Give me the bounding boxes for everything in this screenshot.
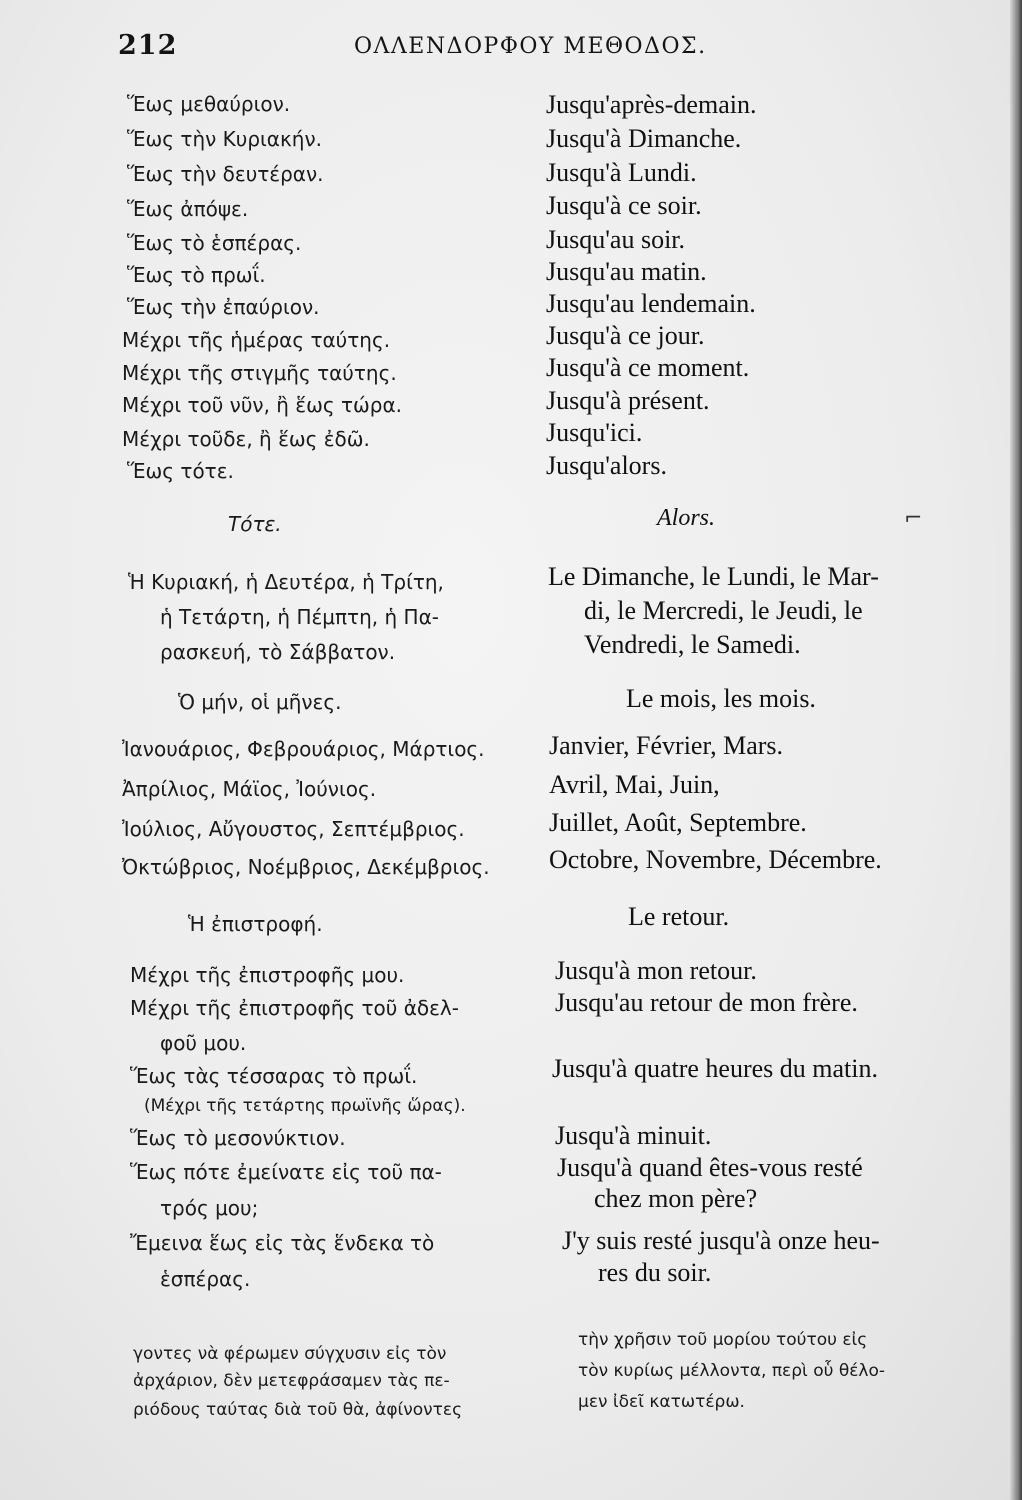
- french-line: Jusqu'à quatre heures du matin.: [552, 1054, 878, 1083]
- french-line: res du soir.: [598, 1258, 712, 1287]
- running-head: [0, 30, 1000, 70]
- french-line: Le Dimanche, le Lundi, le Mar-: [548, 562, 879, 591]
- footnote-line: ριόδους ταύτας διὰ τοῦ θὰ, ἀφίνοντες: [133, 1400, 463, 1420]
- french-line: Jusqu'à ce jour.: [546, 321, 705, 350]
- french-line: Jusqu'à Dimanche.: [546, 124, 742, 153]
- greek-line: Μέχρι τῆς στιγμῆς ταύτης.: [122, 361, 397, 385]
- greek-line: Μέχρι τῆς ἐπιστροφῆς μου.: [130, 963, 405, 987]
- greek-line: ἡ Τετάρτη, ἡ Πέμπτη, ἡ Πα-: [160, 605, 439, 629]
- french-line: Jusqu'ici.: [546, 418, 643, 447]
- pencil-mark: ⌐: [904, 506, 923, 531]
- greek-line: ἑσπέρας.: [160, 1267, 251, 1291]
- page-edge-shadow: [1010, 0, 1022, 1500]
- footnote-line: τὴν χρῆσιν τοῦ μορίου τούτου εἰς: [578, 1330, 868, 1350]
- greek-line: Ἕως τὴν ἐπαύριον.: [127, 295, 320, 319]
- return-heading-greek: Ἡ ἐπιστροφή.: [188, 912, 323, 936]
- french-line: Jusqu'au matin.: [546, 257, 707, 286]
- french-line: Jusqu'à mon retour.: [555, 956, 757, 985]
- greek-line: Ἔμεινα ἕως εἰς τὰς ἕνδεκα τὸ: [130, 1231, 435, 1255]
- greek-line: Μέχρι τοῦδε, ἢ ἕως ἐδῶ.: [122, 427, 370, 451]
- greek-line: Ὀκτώβριος, Νοέμβριος, Δεκέμβριος.: [122, 855, 490, 879]
- footnote-line: τὸν κυρίως μέλλοντα, περὶ οὗ θέλο-: [578, 1361, 886, 1381]
- french-line: Jusqu'à ce moment.: [546, 353, 750, 382]
- french-line: Jusqu'au retour de mon frère.: [555, 988, 858, 1017]
- french-line: Jusqu'à Lundi.: [546, 158, 697, 187]
- french-line: Vendredi, le Samedi.: [584, 630, 801, 659]
- french-line: Jusqu'à ce soir.: [546, 191, 702, 220]
- french-line: Janvier, Février, Mars.: [549, 731, 784, 760]
- months-heading-french: Le mois, les mois.: [626, 684, 816, 713]
- greek-line: Ἕως τὰς τέσσαρας τὸ πρωΐ.: [130, 1064, 418, 1088]
- page-number: 212: [118, 30, 178, 61]
- greek-line: (Μέχρι τῆς τετάρτης πρωϊνῆς ὥρας).: [144, 1096, 466, 1116]
- greek-line: Μέχρι τῆς ἡμέρας ταύτης.: [122, 328, 391, 352]
- months-heading-greek: Ὁ μήν, οἱ μῆνες.: [178, 690, 342, 714]
- greek-line: Ἕως τὸ πρωΐ.: [127, 263, 266, 287]
- french-line: chez mon père?: [594, 1184, 758, 1213]
- french-line: Jusqu'après-demain.: [546, 90, 757, 119]
- section-heading-french: Alors.: [657, 505, 716, 531]
- greek-line: Μέχρι τοῦ νῦν, ἢ ἕως τώρα.: [122, 393, 402, 417]
- greek-line: Ἕως ἀπόψε.: [127, 197, 249, 221]
- footnote-line: γοντες νὰ φέρωμεν σύγχυσιν εἰς τὸν: [133, 1344, 447, 1364]
- french-line: Octobre, Novembre, Décembre.: [549, 845, 882, 874]
- french-line: Jusqu'à présent.: [546, 386, 710, 415]
- french-line: Jusqu'à quand êtes-vous resté: [557, 1153, 863, 1182]
- french-line: Jusqu'alors.: [546, 451, 667, 480]
- greek-line: Μέχρι τῆς ἐπιστροφῆς τοῦ ἀδελ-: [130, 996, 459, 1020]
- greek-line: φοῦ μου.: [160, 1031, 247, 1055]
- greek-line: Ἡ Κυριακή, ἡ Δευτέρα, ἡ Τρίτη,: [128, 570, 444, 594]
- greek-line: τρός μου;: [160, 1196, 259, 1220]
- greek-line: Ἕως πότε ἐμείνατε εἰς τοῦ πα-: [130, 1160, 442, 1184]
- french-line: Jusqu'au lendemain.: [546, 289, 756, 318]
- french-line: Juillet, Août, Septembre.: [549, 808, 807, 837]
- return-heading-french: Le retour.: [628, 902, 730, 931]
- footnote-line: μεν ἰδεῖ κατωτέρω.: [578, 1392, 745, 1412]
- french-line: Jusqu'à minuit.: [555, 1121, 712, 1150]
- greek-line: ρασκευή, τὸ Σάββατον.: [160, 640, 396, 664]
- greek-line: Ἀπρίλιος, Μάϊος, Ἰούνιος.: [122, 777, 377, 801]
- greek-line: Ἕως τὸ ἑσπέρας.: [127, 231, 302, 255]
- footnote-line: ἀρχάριον, δὲν μετεφράσαμεν τὰς πε-: [133, 1371, 450, 1391]
- greek-line: Ἕως τότε.: [127, 459, 234, 483]
- greek-line: Ἕως τὴν Κυριακήν.: [127, 127, 322, 151]
- greek-line: Ἰούλιος, Αὔγουστος, Σεπτέμβριος.: [122, 817, 465, 841]
- greek-line: Ἕως μεθαύριον.: [127, 92, 291, 116]
- french-line: J'y suis resté jusqu'à onze heu-: [562, 1226, 880, 1255]
- section-heading-greek: Τότε.: [228, 512, 282, 536]
- greek-line: Ἰανουάριος, Φεβρουάριος, Μάρτιος.: [122, 737, 485, 761]
- french-line: Avril, Mai, Juin,: [549, 770, 720, 799]
- greek-line: Ἕως τὸ μεσονύκτιον.: [130, 1126, 346, 1150]
- french-line: Jusqu'au soir.: [546, 225, 686, 254]
- french-line: di, le Mercredi, le Jeudi, le: [584, 596, 863, 625]
- greek-line: Ἕως τὴν δευτέραν.: [127, 162, 324, 186]
- page-title: ΟΛΛΕΝΔΟΡΦΟΥ ΜΕΘΟΔΟΣ.: [354, 34, 707, 59]
